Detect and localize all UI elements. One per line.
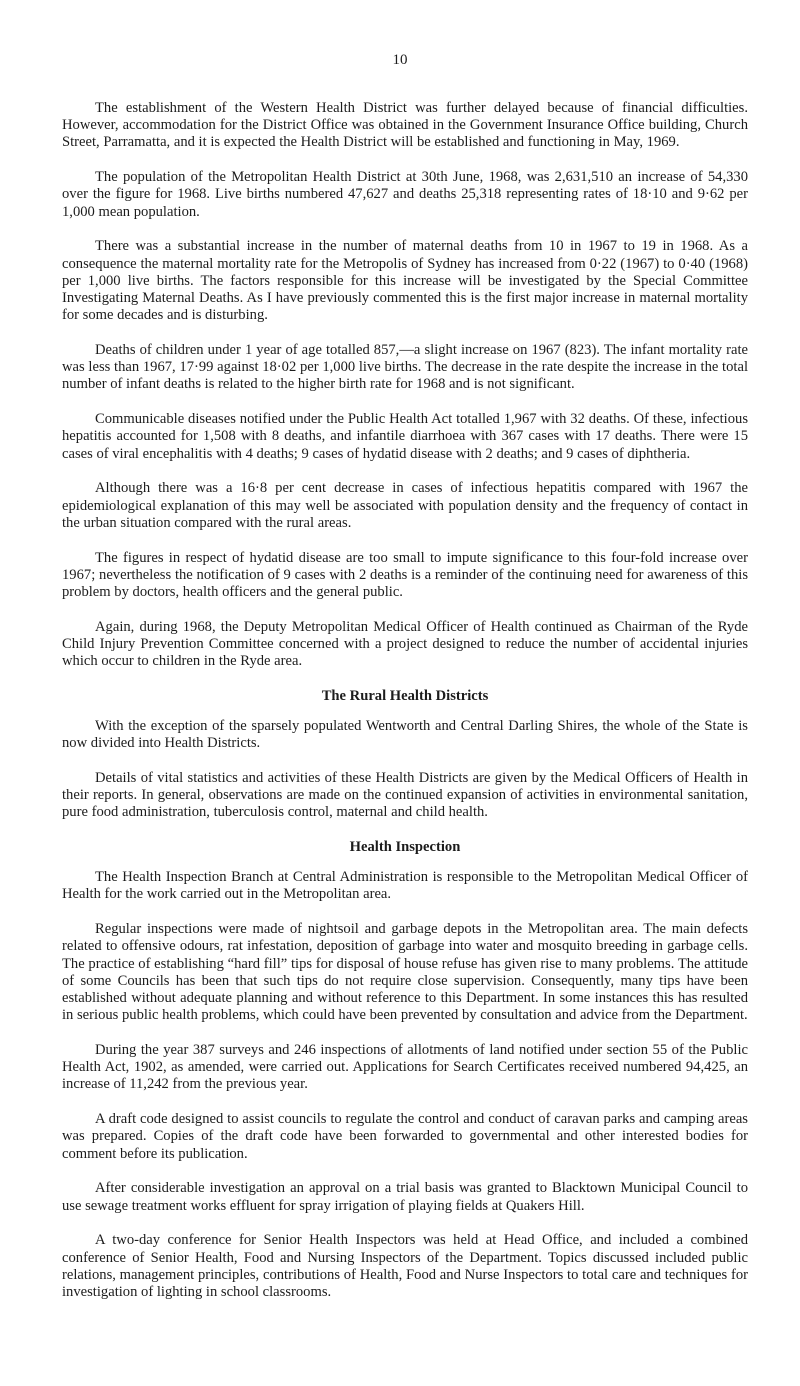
paragraph: A two-day conference for Senior Health Inspectors was held at Head Office, and included a combined conference of Senior Health, Food and Nursing Inspectors of the Department. Topics discussed included public relations, management principles, contributions of Health, Food and Nurse Inspectors to total care and techniques for investigation of lighting in school classrooms. [62, 1232, 748, 1301]
paragraph: Again, during 1968, the Deputy Metropolitan Medical Officer of Health continued as Chairman of the Ryde Child Injury Prevention Committee concerned with a project designed to reduce the number of accidental injuries which occur to children in the Ryde area. [62, 618, 748, 670]
paragraph: With the exception of the sparsely populated Wentworth and Central Darling Shires, the whole of the State is now divided into Health Districts. [62, 718, 748, 752]
paragraph: After considerable investigation an approval on a trial basis was granted to Blacktown Municipal Council to use sewage treatment works effluent for spray irrigation of playing fields at Quakers Hill. [62, 1180, 748, 1214]
paragraph: A draft code designed to assist councils to regulate the control and conduct of caravan parks and camping areas was prepared. Copies of the draft code have been forwarded to governmental and other interested bodies for comment before its publication. [62, 1111, 748, 1162]
paragraph: Deaths of children under 1 year of age totalled 857,—a slight increase on 1967 (823). The infant mortality rate was less than 1967, 17·99 against 18·02 per 1,000 live births. The decrease in the rate despite the increase in the total number of infant deaths is related to the higher birth rate for 1968 and is not significant. [62, 342, 748, 393]
paragraph: The Health Inspection Branch at Central Administration is responsible to the Metropolitan Medical Officer of Health for the work carried out in the Metropolitan area. [62, 869, 748, 903]
paragraph: There was a substantial increase in the number of maternal deaths from 10 in 1967 to 19 in 1968. As a consequence the maternal mortality rate for the Metropolis of Sydney has increased from 0·22 (1967) to 0·40 (1968) per 1,000 live births. The factors responsible for this increase will be investigated by the Special Committee Investigating Maternal Deaths. As I have previously commented this is the first major increase in maternal mortality for some decades and is disturbing. [62, 238, 748, 324]
paragraph: During the year 387 surveys and 246 inspections of allotments of land notified under section 55 of the Public Health Act, 1902, as amended, were carried out. Applications for Search Certificates received numbered 94,425, an increase of 11,242 from the previous year. [62, 1042, 748, 1093]
section-heading-health-inspection: Health Inspection [349, 839, 461, 856]
paragraph: Details of vital statistics and activities of these Health Districts are given by the Medical Officers of Health in their reports. In general, observations are made on the continued expansion of activities in environmental sanitation, pure food administration, tuberculosis control, maternal and child health. [62, 770, 748, 821]
paragraph: The figures in respect of hydatid disease are too small to impute significance to this four-fold increase over 1967; nevertheless the notification of 9 cases with 2 deaths is a reminder of the continuing need for awareness of this problem by doctors, health officers and the general public. [62, 549, 748, 601]
paragraph: Communicable diseases notified under the Public Health Act totalled 1,967 with 32 deaths. Of these, infectious hepatitis accounted for 1,508 with 8 deaths, and infantile diarrhoea with 367 cases with 17 deaths. There were 15 cases of viral encephalitis with 4 deaths; 9 cases of hydatid disease with 2 deaths; and 9 cases of diphtheria. [62, 411, 748, 462]
section-heading-rural-health-districts: The Rural Health Districts [321, 688, 489, 705]
paragraph: The population of the Metropolitan Health District at 30th June, 1968, was 2,631,510 an increase of 54,330 over the figure for 1968. Live births numbered 47,627 and deaths 25,318 representing rates of 18·10 and 9·62 per 1,000 mean population. [62, 169, 748, 220]
document-body [62, 100, 748, 1319]
page-number: 10 [392, 52, 408, 68]
paragraph: Regular inspections were made of nightsoil and garbage depots in the Metropolitan area. The main defects related to offensive odours, rat infestation, deposition of garbage into water and mosquito breeding in garbage cells. The practice of establishing “hard fill” tips for disposal of house refuse has given rise to many problems. The attitude of some Councils has been that such tips do not require close supervision. Consequently, many tips have been established without adequate planning and without reference to this Department. In some instances this has resulted in serious public health problems, which could have been prevented by consultation and advice from the Department. [62, 921, 748, 1024]
paragraph: The establishment of the Western Health District was further delayed because of financial difficulties. However, accommodation for the District Office was obtained in the Government Insurance Office building, Church Street, Parramatta, and it is expected the Health District will be established and functioning in May, 1969. [62, 100, 748, 151]
paragraph: Although there was a 16·8 per cent decrease in cases of infectious hepatitis compared with 1967 the epidemiological explanation of this may well be associated with population density and the frequency of contact in the urban situation compared with the rural areas. [62, 480, 748, 531]
